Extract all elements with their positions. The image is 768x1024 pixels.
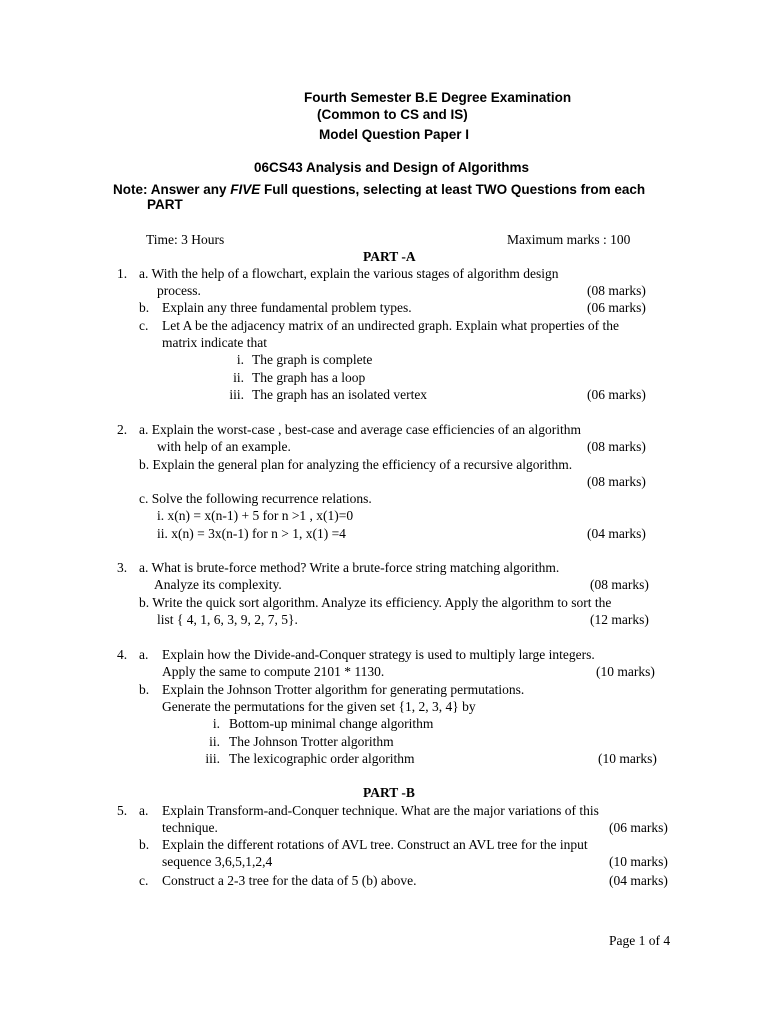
q1-number: 1. <box>117 266 128 281</box>
q2c-marks: (04 marks) <box>587 526 646 541</box>
q2a-text: a. Explain the worst-case , best-case and average case efficiencies of an algorithm <box>139 422 582 437</box>
q5c-label: c. <box>139 873 149 888</box>
note-suffix: Full questions, selecting at least TWO Questions from each <box>260 182 646 197</box>
q5c-text: Construct a 2-3 tree for the data of 5 (b) above. <box>162 873 417 888</box>
q4b-ii-label: ii. <box>209 734 220 749</box>
q1c-label: c. <box>139 318 149 333</box>
q1c-text-cont: matrix indicate that <box>162 335 267 350</box>
exam-duration: Time: 3 Hours <box>146 232 225 247</box>
q5a-text: Explain Transform-and-Conquer technique. What are the major variations of this <box>162 803 599 818</box>
q4a-marks: (10 marks) <box>596 664 655 679</box>
q4-number: 4. <box>117 647 128 662</box>
q1b-marks: (06 marks) <box>587 300 646 315</box>
note-prefix: Note: Answer any <box>113 182 231 197</box>
q4b-label: b. <box>139 682 150 697</box>
q3a-text-cont: Analyze its complexity. <box>154 577 282 592</box>
q2a-text-cont: with help of an example. <box>157 439 291 454</box>
q1c-iii-label: iii. <box>229 387 244 402</box>
q1c-ii-label: ii. <box>233 370 244 385</box>
q4b-i-text: Bottom-up minimal change algorithm <box>229 716 434 731</box>
q3a-marks: (08 marks) <box>590 577 649 592</box>
q1a-text-cont: process. <box>157 283 201 298</box>
q3b-marks: (12 marks) <box>590 612 649 627</box>
q1b-label: b. <box>139 300 150 315</box>
q1c-marks: (06 marks) <box>587 387 646 402</box>
q4b-iii-text: The lexicographic order algorithm <box>229 751 415 766</box>
q4b-marks: (10 marks) <box>598 751 657 766</box>
part-b-heading: PART -B <box>363 785 415 800</box>
q2b-text: b. Explain the general plan for analyzing the efficiency of a recursive algorithm. <box>139 457 573 472</box>
q2a-marks: (08 marks) <box>587 439 646 454</box>
q5a-marks: (06 marks) <box>609 820 668 835</box>
q3-number: 3. <box>117 560 128 575</box>
q4a-text: Explain how the Divide-and-Conquer strategy is used to multiply large integers. <box>162 647 595 662</box>
q3b-text-cont: list { 4, 1, 6, 3, 9, 2, 7, 5}. <box>157 612 298 627</box>
q2c-i-text: i. x(n) = x(n-1) + 5 for n >1 , x(1)=0 <box>157 508 354 523</box>
q4b-i-label: i. <box>212 716 220 731</box>
maximum-marks: Maximum marks : 100 <box>507 232 631 247</box>
part-a-heading: PART -A <box>363 249 416 264</box>
q4b-text: Explain the Johnson Trotter algorithm for generating permutations. <box>162 682 525 697</box>
q1c-iii-text: The graph has an isolated vertex <box>252 387 428 402</box>
q1a-text: a. With the help of a flowchart, explain the various stages of algorithm design <box>139 266 559 281</box>
q1b-text: Explain any three fundamental problem types. <box>162 300 412 315</box>
q4a-label: a. <box>139 647 149 662</box>
q3a-text: a. What is brute-force method? Write a brute-force string matching algorithm. <box>139 560 560 575</box>
q5c-marks: (04 marks) <box>609 873 668 888</box>
q3b-text: b. Write the quick sort algorithm. Analyze its efficiency. Apply the algorithm to sort the <box>139 595 612 610</box>
q4b-ii-text: The Johnson Trotter algorithm <box>229 734 394 749</box>
q2c-text: c. Solve the following recurrence relations. <box>139 491 372 506</box>
note-emphasis: FIVE <box>230 182 261 197</box>
q4b-iii-label: iii. <box>205 751 220 766</box>
page-number: Page 1 of 4 <box>609 933 671 948</box>
q1c-i-text: The graph is complete <box>252 352 373 367</box>
q2b-marks: (08 marks) <box>587 474 646 489</box>
q5b-marks: (10 marks) <box>609 854 668 869</box>
q5-number: 5. <box>117 803 128 818</box>
q2-number: 2. <box>117 422 128 437</box>
q5a-label: a. <box>139 803 149 818</box>
q1c-i-label: i. <box>236 352 244 367</box>
q5b-text-cont: sequence 3,6,5,1,2,4 <box>162 854 273 869</box>
q5a-text-cont: technique. <box>162 820 218 835</box>
q4a-text-cont: Apply the same to compute 2101 * 1130. <box>162 664 385 679</box>
q5b-label: b. <box>139 837 150 852</box>
q1c-ii-text: The graph has a loop <box>252 370 366 385</box>
paper-title: Model Question Paper I <box>319 127 470 142</box>
course-title: 06CS43 Analysis and Design of Algorithms <box>254 160 530 175</box>
q1c-text: Let A be the adjacency matrix of an undirected graph. Explain what properties of the <box>162 318 619 333</box>
q1a-marks: (08 marks) <box>587 283 646 298</box>
q4b-text-cont: Generate the permutations for the given set {1, 2, 3, 4} by <box>162 699 476 714</box>
instructions-note <box>113 181 645 198</box>
exam-title: Fourth Semester B.E Degree Examination <box>304 90 572 105</box>
exam-subtitle: (Common to CS and IS) <box>317 107 468 122</box>
q5b-text: Explain the different rotations of AVL tree. Construct an AVL tree for the input <box>162 837 588 852</box>
instructions-note-cont: PART <box>147 197 183 212</box>
q2c-ii-text: ii. x(n) = 3x(n-1) for n > 1, x(1) =4 <box>157 526 346 541</box>
